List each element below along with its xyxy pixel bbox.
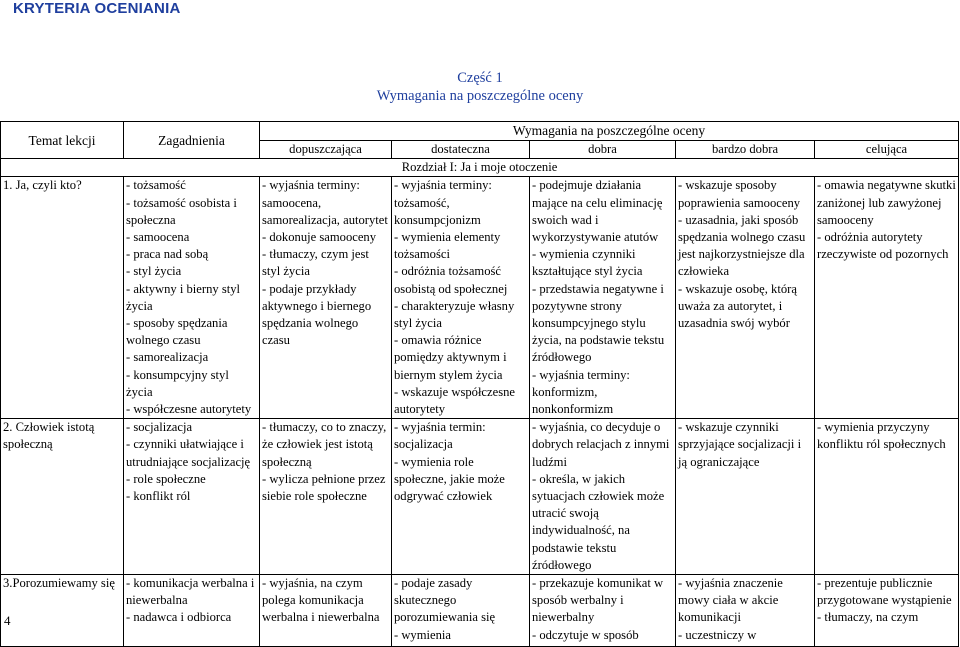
grade-cell: - przekazuje komunikat w sposób werbalny i niewerbalny - odczytuje w sposób — [530, 575, 676, 647]
grade-cell: - wskazuje czynniki sprzyjające socjalizacji i ją ograniczające — [676, 419, 815, 575]
header-grade-dobra: dobra — [530, 141, 676, 159]
lesson-cell: 2. Człowiek istotą społeczną — [1, 419, 124, 575]
header-issues: Zagadnienia — [124, 122, 260, 159]
table-row — [1, 575, 959, 647]
grade-cell: - wyjaśnia termin: socjalizacja - wymienia role społeczne, jakie może odgrywać człowiek — [392, 419, 530, 575]
document-title: KRYTERIA OCENIANIA — [13, 0, 181, 17]
header-lesson: Temat lekcji — [1, 122, 124, 159]
grade-cell: - tłumaczy, co to znaczy, że człowiek jest istotą społeczną - wylicza pełnione przez siebie role społeczne — [260, 419, 392, 575]
grade-cell: - podejmuje działania mające na celu eliminację swoich wad i wykorzystywanie atutów - wymienia czynniki kształtujące styl życia - przedstawia negatywne i pozytywne strony konsumpcyjnego stylu życia, na podstawie tekstu źródłowego - wyjaśnia terminy: konformizm, nonkonformizm — [530, 177, 676, 419]
part-subtitle: Wymagania na poszczególne oceny — [376, 88, 584, 104]
grade-cell: - podaje zasady skutecznego porozumiewania się - wymienia — [392, 575, 530, 647]
grade-cell: - wyjaśnia, co decyduje o dobrych relacjach z innymi ludźmi - określa, w jakich sytuacjach człowiek może utracić swoją indywidualność, na podstawie tekstu źródłowego — [530, 419, 676, 575]
lesson-cell: 1. Ja, czyli kto? — [1, 177, 124, 419]
issues-cell: - socjalizacja - czynniki ułatwiające i utrudniające socjalizację - role społeczne - konflikt ról — [124, 419, 260, 575]
grade-cell: - wskazuje sposoby poprawienia samooceny - uzasadnia, jaki sposób spędzania wolnego czasu jest najkorzystniejsze dla człowieka - wskazuje osobę, którą uważa za autorytet, i uzasadnia swój wybór — [676, 177, 815, 419]
grade-cell: - wyjaśnia znaczenie mowy ciała w akcie komunikacji - uczestniczy w — [676, 575, 815, 647]
grade-cell: - omawia negatywne skutki zaniżonej lub zawyżonej samooceny - odróżnia autorytety rzeczywiste od pozornych — [815, 177, 959, 419]
grade-cell: - wymienia przyczyny konfliktu ról społecznych — [815, 419, 959, 575]
grade-cell: - wyjaśnia terminy: tożsamość, konsumpcjonizm - wymienia elementy tożsamości - odróżnia tożsamość osobistą od społecznej - charakteryzuje własny styl życia - omawia różnice pomiędzy aktywnym i biernym stylem życia - wskazuje współczesne autorytety — [392, 177, 530, 419]
part-title: Część 1 — [457, 70, 503, 86]
header-grade-bardzo-dobra: bardzo dobra — [676, 141, 815, 159]
header-requirements: Wymagania na poszczególne oceny — [260, 122, 959, 141]
lesson-cell: 3.Porozumiewamy się — [1, 575, 124, 647]
header-grade-dostateczna: dostateczna — [392, 141, 530, 159]
header-grade-celujaca: celująca — [815, 141, 959, 159]
issues-cell: - tożsamość - tożsamość osobista i społeczna - samoocena - praca nad sobą - styl życia - aktywny i bierny styl życia - sposoby spędzania wolnego czasu - samorealizacja - konsumpcyjny styl życia - współczesne autorytety — [124, 177, 260, 419]
issues-cell: - komunikacja werbalna i niewerbalna - nadawca i odbiorca — [124, 575, 260, 647]
grade-cell: - prezentuje publicznie przygotowane wystąpienie - tłumaczy, na czym — [815, 575, 959, 647]
header-grade-dopuszczajaca: dopuszczająca — [260, 141, 392, 159]
table-row — [1, 419, 959, 575]
page-number: 4 — [4, 613, 11, 628]
table-row — [1, 177, 959, 419]
section-title: Rozdział I: Ja i moje otoczenie — [1, 159, 959, 177]
grade-cell: - wyjaśnia, na czym polega komunikacja werbalna i niewerbalna — [260, 575, 392, 647]
grade-cell: - wyjaśnia terminy: samoocena, samorealizacja, autorytet - dokonuje samooceny - tłumaczy, czym jest styl życia - podaje przykłady aktywnego i biernego spędzania wolnego czasu — [260, 177, 392, 419]
criteria-table — [0, 121, 959, 647]
